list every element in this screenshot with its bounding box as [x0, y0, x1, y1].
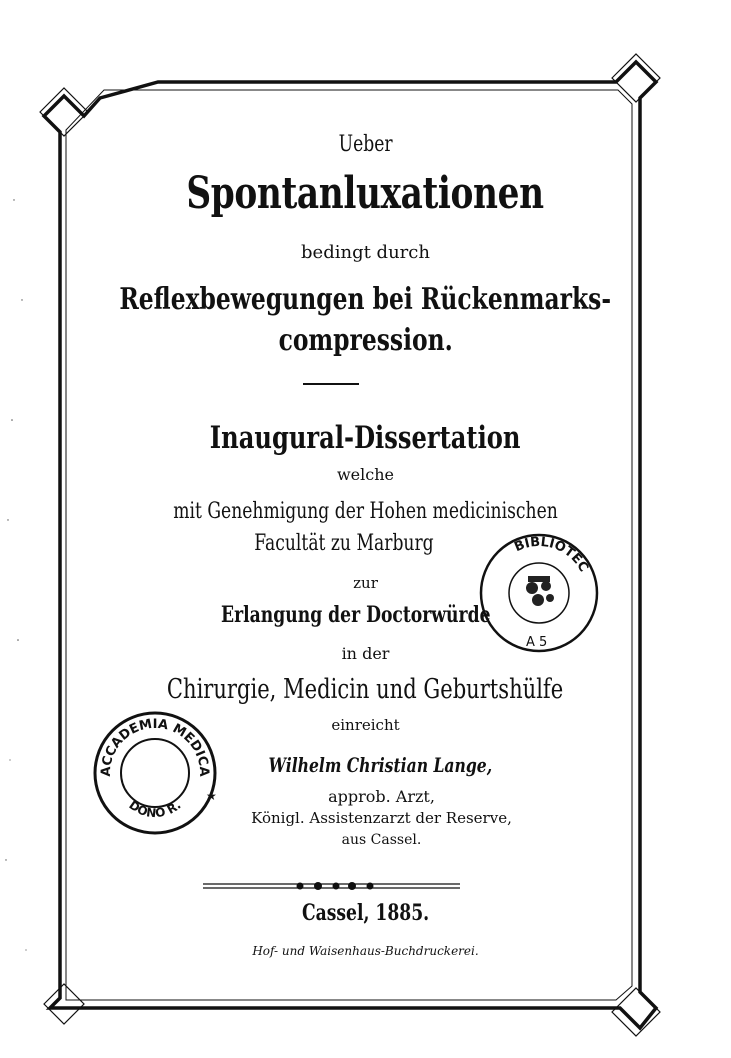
einreicht-text: einreicht: [331, 716, 400, 734]
subtitle-line2: compression.: [278, 323, 453, 358]
pre-title: Ueber: [338, 132, 393, 157]
short-divider: [303, 383, 359, 385]
biblioteca-stamp: [474, 528, 604, 658]
welche-text: welche: [336, 465, 394, 484]
approval-line1: mit Genehmigung der Hohen medicinischen: [173, 499, 558, 524]
svg-text:BIBLIOTEC: BIBLIOTEC: [512, 534, 592, 575]
zur-text: zur: [353, 574, 378, 592]
printer-line: Hof- und Waisenhaus-Buchdruckerei.: [252, 944, 479, 958]
connector-text: bedingt durch: [301, 242, 430, 263]
in-der-text: in der: [341, 644, 390, 663]
purpose-line: Erlangung der Doctorwürde: [220, 602, 491, 628]
author-position: Königl. Assistenzarzt der Reserve,: [251, 809, 512, 827]
svg-text:★: ★: [206, 789, 217, 803]
svg-text:A 5: A 5: [526, 635, 548, 650]
author-name: Wilhelm Christian Lange,: [268, 753, 493, 777]
approval-line2: Facultät zu Marburg: [253, 531, 434, 556]
author-origin: aus Cassel.: [341, 832, 422, 848]
svg-text:ACCADEMIA MEDICA: ACCADEMIA MEDICA: [98, 716, 212, 777]
accademia-medica-stamp: [90, 708, 220, 838]
place-year: Cassel, 1885.: [301, 900, 430, 926]
dissertation-heading: Inaugural-Dissertation: [210, 420, 521, 456]
svg-text:DONO R.: DONO R.: [126, 797, 184, 821]
fields-line: Chirurgie, Medicin und Geburtshülfe: [167, 674, 564, 705]
subtitle-line1: Reflexbewegungen bei Rückenmarks-: [119, 282, 612, 317]
main-title: Spontanluxationen: [186, 168, 545, 219]
author-title: approb. Arzt,: [328, 787, 435, 806]
